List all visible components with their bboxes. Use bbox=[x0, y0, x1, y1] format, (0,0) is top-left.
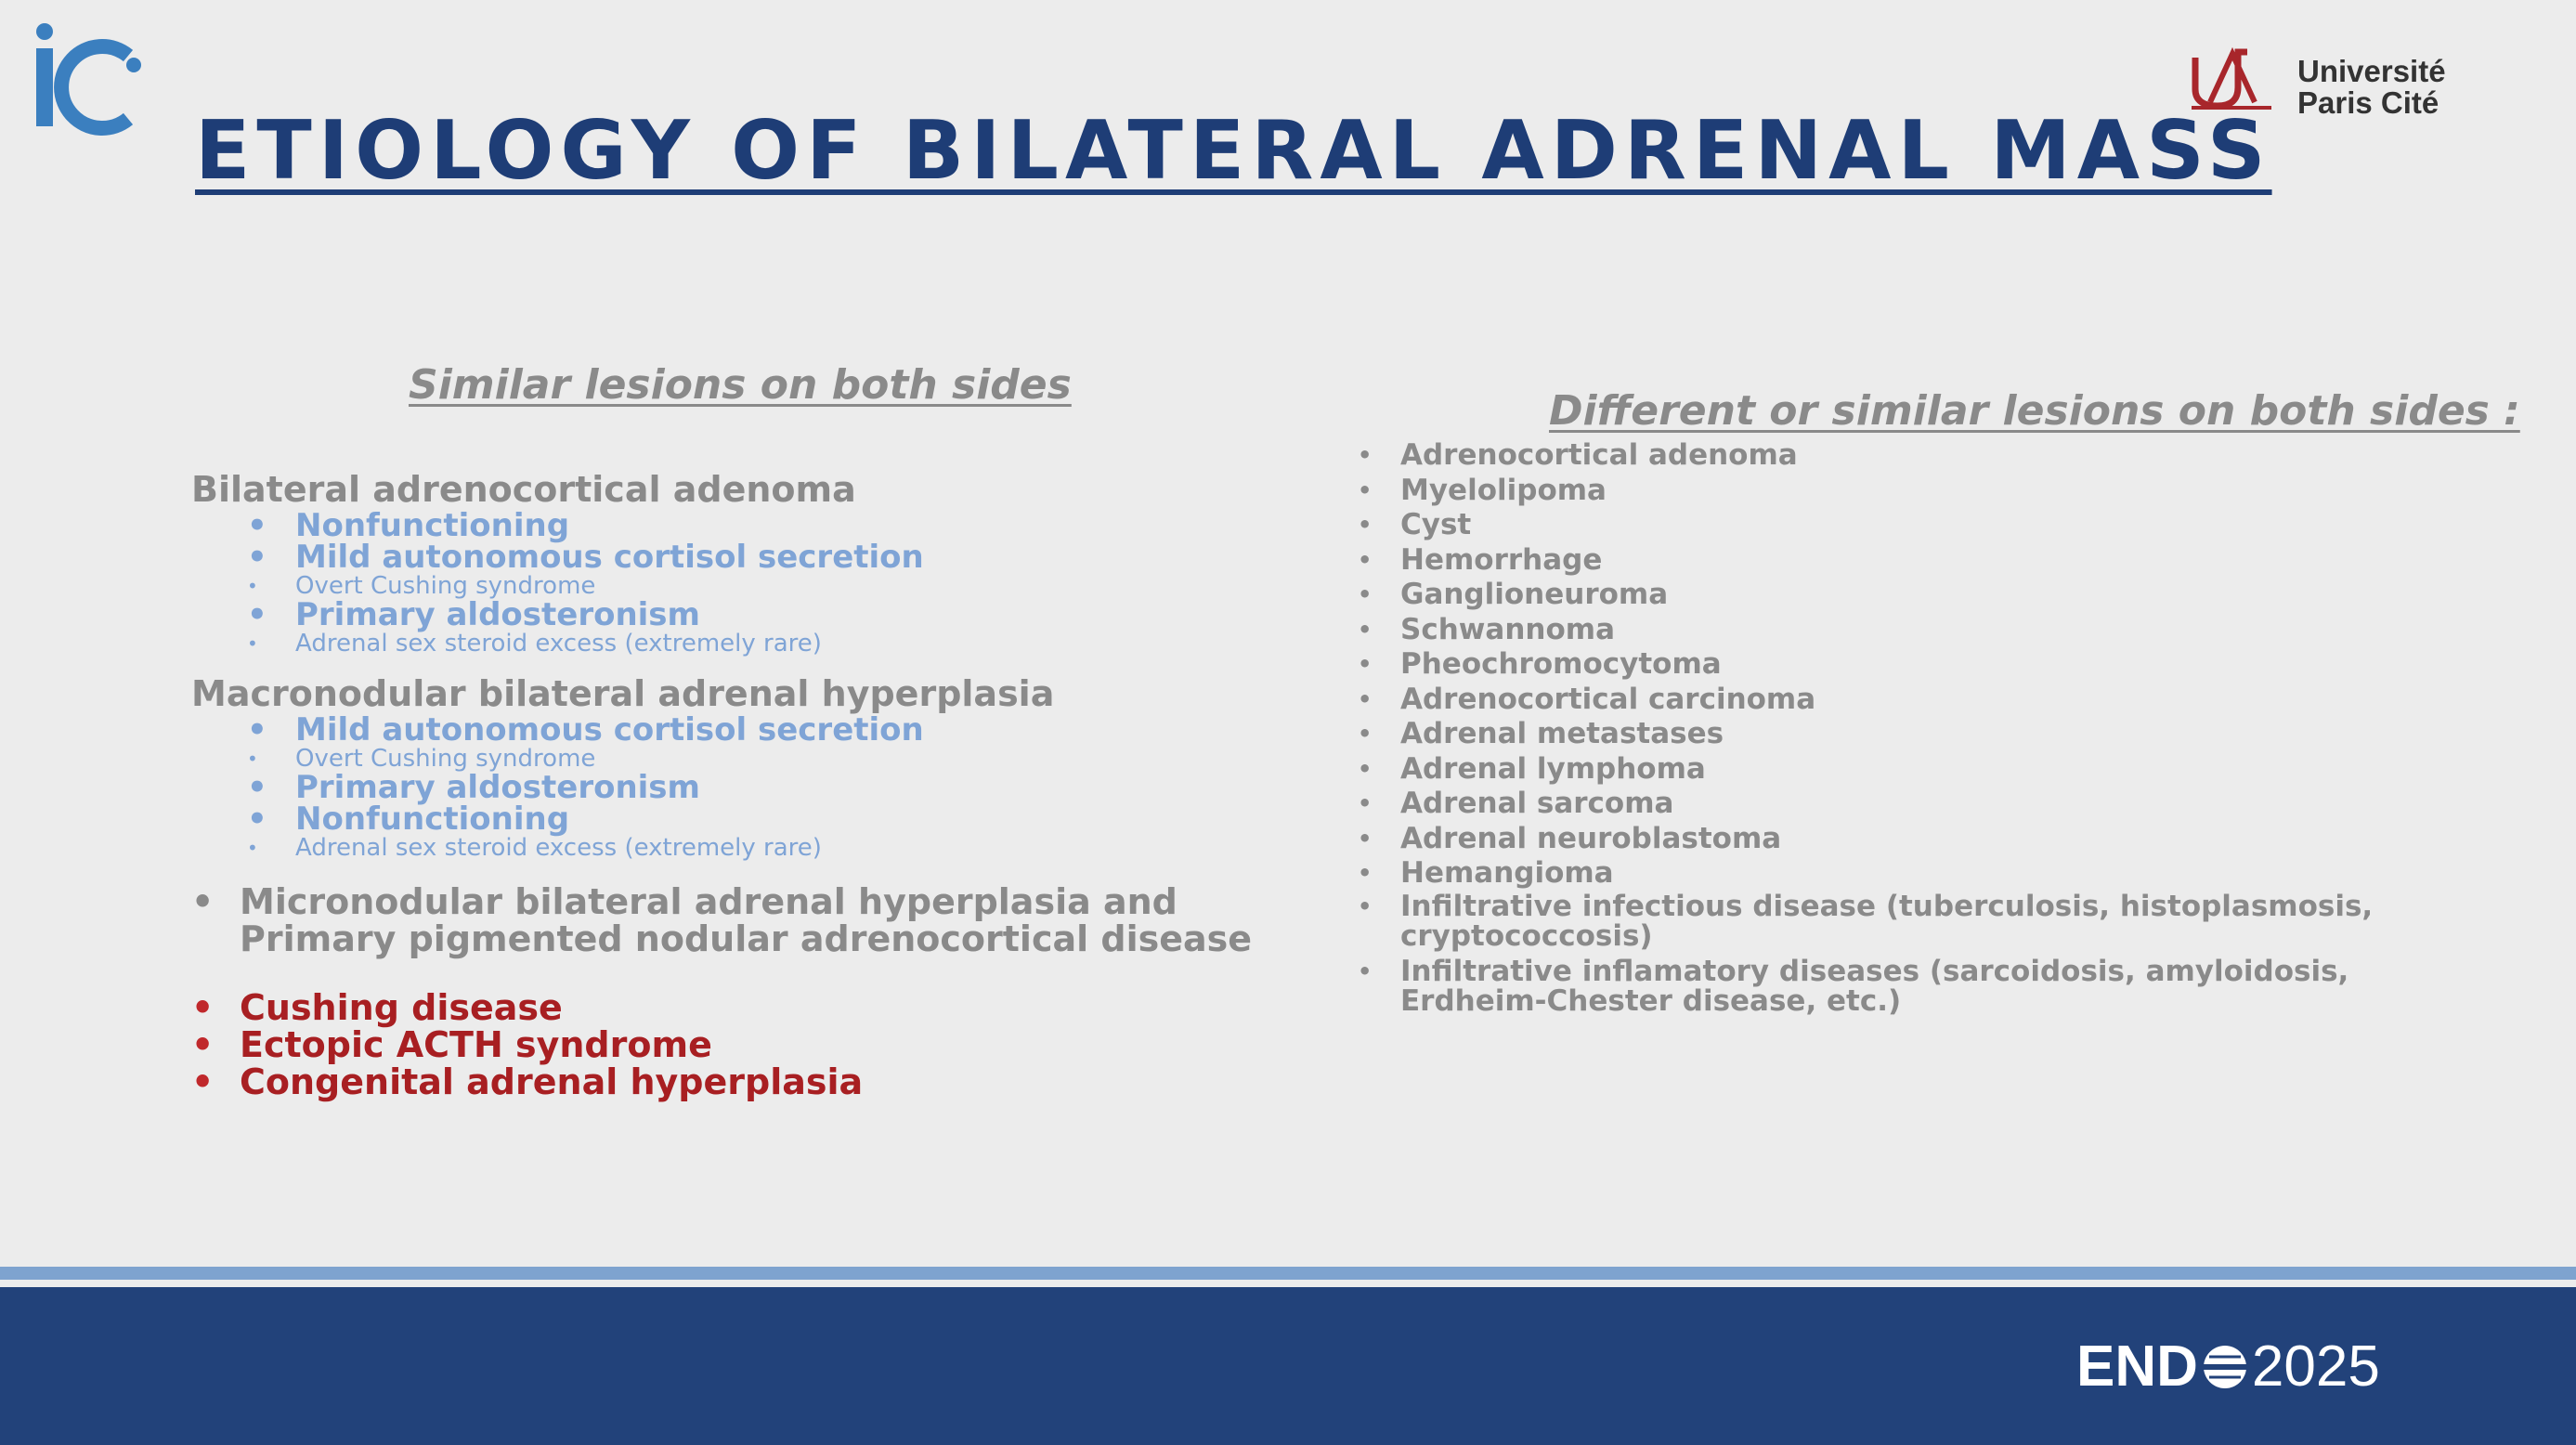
list-item: • Adrenal sarcoma bbox=[1400, 787, 2472, 822]
list-item: • Primary aldosteronism bbox=[295, 599, 1361, 631]
list-item: • Adrenal neuroblastoma bbox=[1400, 822, 2472, 857]
list-item: • Overt Cushing syndrome bbox=[295, 573, 1361, 599]
list-item: • Mild autonomous cortisol secretion bbox=[295, 541, 1361, 573]
right-column-heading: Different or similar lesions on both sides : bbox=[1549, 387, 2520, 435]
list-item: • Nonfunctioning bbox=[295, 803, 1361, 835]
left-column bbox=[191, 469, 1361, 1100]
university-line1: Université bbox=[2297, 54, 2446, 88]
list-item: • Adrenal metastases bbox=[1400, 717, 2472, 752]
list-item: • Overt Cushing syndrome bbox=[295, 746, 1361, 772]
list-item: • Adrenal sex steroid excess (extremely rare) bbox=[295, 835, 1361, 861]
list-item: • Adrenocortical carcinoma bbox=[1400, 683, 2472, 718]
group-title-macronodular: Macronodular bilateral adrenal hyperplasia bbox=[191, 673, 1055, 714]
footer-gap bbox=[0, 1280, 2576, 1287]
list-item: • Ectopic ACTH syndrome bbox=[240, 1026, 1361, 1063]
university-logo-icon bbox=[2190, 45, 2273, 111]
slide-title: ETIOLOGY OF BILATERAL ADRENAL MASS bbox=[195, 103, 2272, 198]
list-item: • Myelolipoma bbox=[1400, 474, 2472, 509]
list-item: • Adrenal lymphoma bbox=[1400, 752, 2472, 788]
list-item: • Infiltrative inflamatory diseases (sarcoidosis, amyloidosis, Erdheim-Chester disease, etc.) bbox=[1400, 957, 2472, 1016]
micronodular-item bbox=[240, 883, 1361, 957]
adenoma-list bbox=[191, 507, 1361, 657]
list-item: • Cushing disease bbox=[240, 989, 1361, 1026]
group-title-adenoma: Bilateral adrenocortical adenoma bbox=[191, 469, 856, 510]
list-item: • Cyst bbox=[1400, 508, 2472, 543]
right-column bbox=[1358, 438, 2472, 1022]
endo-brand: END bbox=[2076, 1334, 2198, 1399]
university-name bbox=[2297, 56, 2446, 119]
micronodular-list bbox=[191, 883, 1361, 957]
footer-accent-line bbox=[0, 1267, 2576, 1280]
list-item: • Adrenal sex steroid excess (extremely rare) bbox=[295, 631, 1361, 657]
macronodular-list bbox=[191, 711, 1361, 862]
list-item: • Primary aldosteronism bbox=[295, 772, 1361, 803]
red-items-list bbox=[191, 989, 1361, 1100]
globe-icon bbox=[2200, 1342, 2250, 1392]
list-item: • Ganglioneuroma bbox=[1400, 578, 2472, 613]
lesions-list bbox=[1358, 438, 2472, 1016]
list-item: • Mild autonomous cortisol secretion bbox=[295, 714, 1361, 746]
list-item: • Hemangioma bbox=[1400, 856, 2472, 892]
list-item: • Adrenocortical adenoma bbox=[1400, 438, 2472, 474]
ic-logo bbox=[28, 17, 149, 137]
list-item: • Hemorrhage bbox=[1400, 543, 2472, 579]
list-item: • Congenital adrenal hyperplasia bbox=[240, 1063, 1361, 1100]
micronodular-line2: Primary pigmented nodular adrenocortical disease bbox=[240, 918, 1253, 959]
left-column-heading: Similar lesions on both sides bbox=[409, 361, 1072, 409]
micronodular-line1: Micronodular bilateral adrenal hyperplasia and bbox=[240, 881, 1177, 922]
endo-year: 2025 bbox=[2251, 1334, 2380, 1399]
university-line2: Paris Cité bbox=[2297, 85, 2439, 120]
endo-logo bbox=[2076, 1334, 2380, 1400]
list-item: • Nonfunctioning bbox=[295, 510, 1361, 541]
list-item: • Infiltrative infectious disease (tuberculosis, histoplasmosis, cryptococcosis) bbox=[1400, 892, 2472, 951]
list-item: • Schwannoma bbox=[1400, 613, 2472, 648]
list-item: • Pheochromocytoma bbox=[1400, 647, 2472, 683]
